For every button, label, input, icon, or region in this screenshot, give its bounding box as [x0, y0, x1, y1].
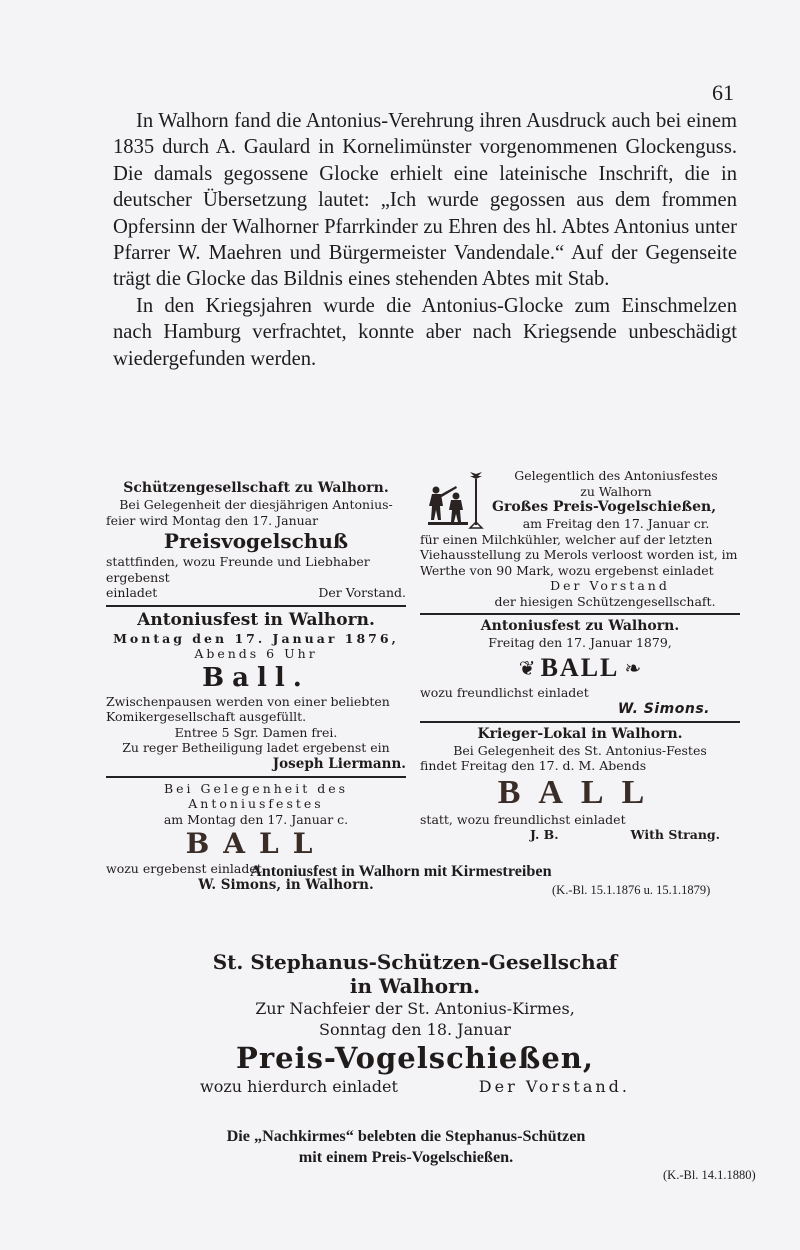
ad-heading: in Walhorn.: [349, 974, 481, 998]
ad-line: wozu freundlichst einladet: [420, 685, 589, 700]
ad-line: Viehausstellung zu Merols verloost worden ist, im: [420, 547, 738, 562]
ad-line: am Freitag den 17. Januar cr.: [522, 516, 710, 531]
ad-signature: J. B.: [530, 827, 559, 842]
ad-signature-row: [420, 827, 740, 843]
caption-line: Die „Nachkirmes“ belebten die Stephanus-Schützen: [226, 1127, 586, 1145]
divider: [420, 613, 740, 615]
ad-line: Zwischenpausen werden von einer beliebten: [106, 693, 390, 709]
ad-signature: W. Simons.: [617, 700, 710, 717]
ad-title: Großes Preis-Vogelschießen,: [492, 499, 717, 515]
figure-source: (K.-Bl. 14.1.1880): [663, 1168, 756, 1182]
ad-stephanus-schuetzen: [200, 950, 630, 1098]
divider: [420, 721, 740, 723]
ad-date: Freitag den 17. Januar 1879,: [488, 635, 672, 650]
figure-caption: [216, 1126, 596, 1168]
ad-line: Sonntag den 18. Januar: [319, 1020, 511, 1039]
ad-line: Werthe von 90 Mark, wozu ergebenst einladet: [420, 562, 714, 578]
ad-heading: Schützengesellschaft zu Walhorn.: [123, 480, 389, 496]
ad-line: Bei Gelegenheit des St. Antonius-Festes: [453, 742, 707, 758]
ad-title: Preisvogelschuß: [163, 529, 349, 553]
ad-line: Gelegentlich des Antoniusfestes: [514, 468, 718, 483]
ad-antoniusfest-1876: [106, 610, 406, 772]
ad-line: stattfinden, wozu Freunde und Liebhaber ergebenst: [106, 554, 370, 585]
ad-line: Zur Nachfeier der St. Antonius-Kirmes,: [255, 999, 575, 1018]
ad-heading: St. Stephanus-Schützen-Gesellschaf: [212, 950, 618, 974]
ad-title-ball: BALL: [540, 653, 620, 682]
caption-line: mit einem Preis-Vogelschießen.: [298, 1148, 514, 1166]
ad-heading: Krieger-Lokal in Walhorn.: [477, 725, 683, 742]
body-text: [113, 108, 737, 372]
paragraph-bell: In Walhorn fand die Antonius-Verehrung ihren Ausdruck auch bei einem 1835 durch A. Gaulard in Kornelimünster vorgenommenen Glockenguss. Die damals gegossene Glocke erhielt eine lateinische Inschrift, die in deutscher Übersetzung lautet: „Ich wurde gegossen aus dem frommen Opfersinn der Walhorner Pfarrkinder zu Ehren des hl. Abtes Antonius unter Pfarrer W. Maehren und Bürgermeister Vandendale.“ Auf der Gegenseite trägt die Glocke das Bildnis eines stehenden Abtes mit Stab.: [113, 110, 737, 291]
ad-title: Preis-Vogelschießen,: [236, 1041, 594, 1075]
ad-line: Bei Gelegenheit des Antoniusfestes: [163, 780, 349, 811]
figure-caption: Antoniusfest in Walhorn mit Kirmestreiben: [250, 862, 552, 880]
ad-line: statt, wozu freundlichst einladet: [420, 811, 626, 827]
divider: [106, 776, 406, 778]
ad-signature-row: [106, 585, 406, 601]
clippings-left-column: [106, 480, 406, 893]
ad-time: Abends 6 Uhr: [194, 646, 318, 661]
ad-line: einladet: [106, 585, 158, 600]
divider: [106, 605, 406, 607]
page-number: 61: [712, 80, 734, 105]
ad-schuetzengesellschaft: [106, 480, 406, 601]
ad-line: wozu ergebenst einladet: [106, 861, 262, 876]
paragraph-war: In den Kriegsjahren wurde die Antonius-Glocke zum Einschmelzen nach Hamburg verfrachtet, konnte aber nach Kriegsende unbeschädigt wiedergefunden werden.: [113, 294, 737, 370]
ad-signature: Der Vorstand.: [318, 585, 406, 600]
ad-line: Zu reger Betheiligung ladet ergebenst ein: [122, 740, 390, 755]
ad-line: findet Freitag den 17. d. M. Abends: [420, 758, 647, 773]
ad-title-row: [420, 651, 740, 686]
ad-title-ball: Ball.: [202, 662, 310, 693]
ad-signature: With Strang.: [630, 827, 720, 842]
ad-line: Bei Gelegenheit der diesjährigen Antonius-: [119, 497, 393, 512]
ad-signature: der hiesigen Schützengesellschaft.: [494, 593, 716, 609]
ornament-left-icon: ❦: [518, 656, 536, 680]
ad-antoniusfest-1879: [420, 618, 740, 717]
ad-krieger-lokal: [420, 726, 740, 843]
ad-signature-row: [200, 1076, 630, 1098]
ad-date: Montag den 17. Januar 1876,: [113, 630, 399, 646]
ad-signature: Der Vorstand: [550, 578, 670, 593]
ad-line: für einen Milchkühler, welcher auf der letzten: [420, 531, 713, 547]
ad-line: feier wird Montag den 17. Januar: [106, 512, 319, 528]
ad-heading: Antoniusfest in Walhorn.: [137, 609, 375, 630]
ad-title-ball: BALL: [497, 773, 663, 811]
ad-line: Entree 5 Sgr. Damen frei.: [174, 724, 338, 740]
figure-source: (K.-Bl. 15.1.1876 u. 15.1.1879): [552, 883, 711, 897]
ad-signature: W. Simons, in Walhorn.: [198, 876, 374, 893]
clippings-right-column: [420, 468, 740, 843]
ad-line: wozu hierdurch einladet: [200, 1077, 398, 1096]
ad-signature: Joseph Liermann.: [272, 755, 406, 772]
ad-signature: Der Vorstand.: [478, 1077, 630, 1096]
ad-title-ball: BALL: [185, 827, 327, 860]
ad-heading: Antoniusfest zu Walhorn.: [480, 618, 680, 634]
ad-preis-vogelschiessen-1879: [420, 468, 740, 532]
ornament-right-icon: ❧: [624, 656, 642, 680]
ad-line: zu Walhorn: [580, 483, 652, 499]
ad-preis-vogelschiessen-body: [420, 532, 740, 610]
ad-line: Komikergesellschaft ausgefüllt.: [106, 709, 307, 724]
ad-line: am Montag den 17. Januar c.: [163, 811, 349, 827]
